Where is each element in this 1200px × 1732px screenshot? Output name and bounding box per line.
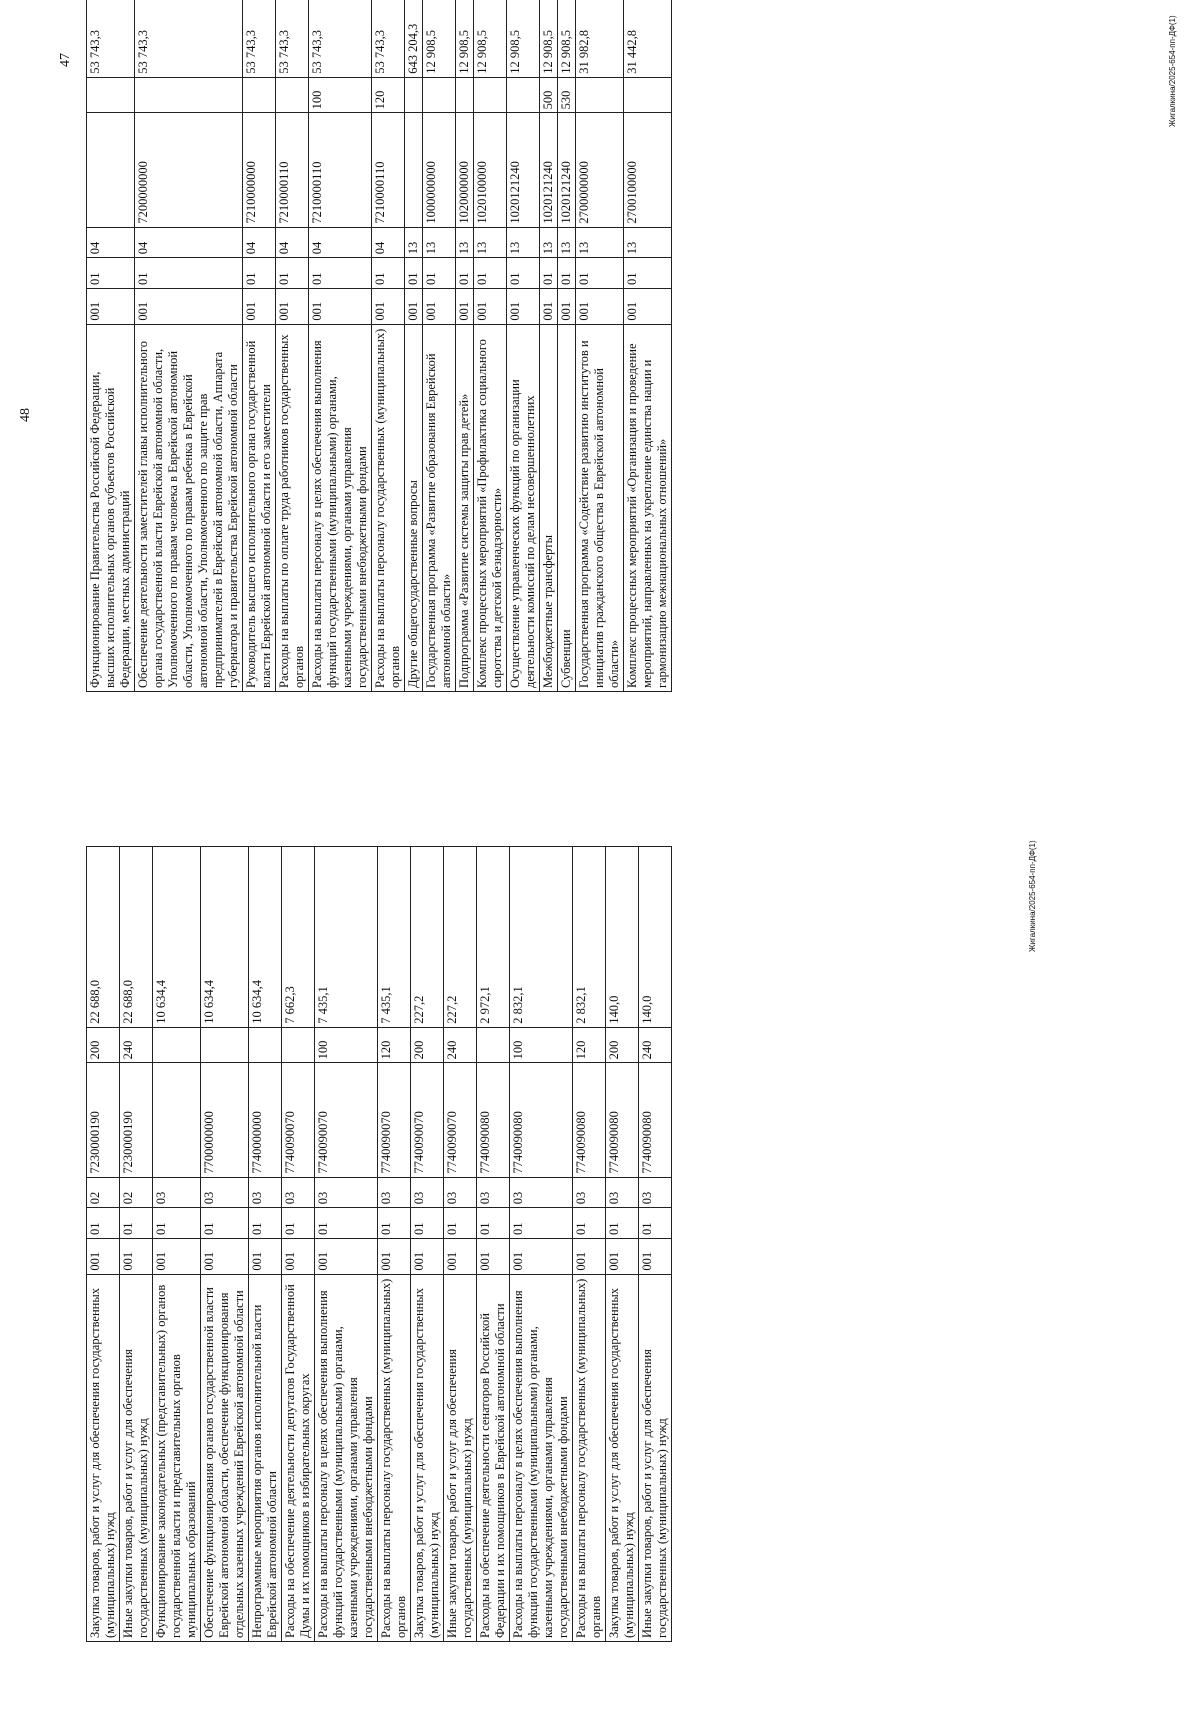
page-number-47: 47 (58, 53, 73, 67)
grbs-code: 001 (507, 288, 540, 324)
amount-value: 227,2 (444, 847, 477, 1028)
amount-value: 12 908,5 (423, 0, 456, 77)
subsection-code: 03 (378, 1177, 411, 1208)
grbs-code: 001 (540, 288, 558, 324)
expense-type-code (282, 1027, 315, 1063)
section-code: 01 (87, 1208, 120, 1239)
row-description: Подпрограмма «Развитие системы защиты прав детей» (456, 324, 474, 691)
subsection-code: 03 (282, 1177, 315, 1208)
row-description: Руководитель высшего исполнительного органа государственной власти Еврейской автономной области и его заместители (243, 324, 276, 691)
section-code: 01 (282, 1208, 315, 1239)
section-code: 01 (456, 258, 474, 289)
section-code: 01 (249, 1208, 282, 1239)
amount-value: 31 982,8 (576, 0, 624, 77)
subsection-code: 13 (540, 227, 558, 258)
amount-value: 140,0 (606, 847, 639, 1028)
section-code: 01 (135, 258, 243, 289)
section-code: 01 (372, 258, 405, 289)
amount-value: 10 634,4 (201, 847, 249, 1028)
target-article-code: 2700100000 (624, 113, 672, 227)
target-article-code: 7740090080 (573, 1063, 606, 1177)
table-row (540, 0, 558, 692)
grbs-code: 001 (510, 1238, 573, 1274)
table-row (423, 0, 456, 692)
subsection-code: 04 (243, 227, 276, 258)
expense-type-code (576, 77, 624, 113)
grbs-code: 001 (249, 1238, 282, 1274)
row-description: Комплекс процессных мероприятий «Профилактика социального сиротства и детской безнадзорности» (474, 324, 507, 691)
subsection-code: 03 (639, 1177, 672, 1208)
section-code: 01 (558, 258, 576, 289)
amount-value: 643 204,3 (405, 0, 423, 77)
grbs-code: 001 (309, 288, 372, 324)
row-description: Межбюджетные трансферты (540, 324, 558, 691)
subsection-code: 04 (87, 227, 135, 258)
row-description: Иные закупки товаров, работ и услуг для обеспечения государственных (муниципальных) нужд (639, 1274, 672, 1641)
amount-value: 22 688,0 (87, 847, 120, 1028)
expense-type-code (405, 77, 423, 113)
table-row (282, 847, 315, 1642)
expense-type-code (474, 77, 507, 113)
page-number-48: 48 (18, 408, 33, 422)
expense-type-code: 240 (444, 1027, 477, 1063)
table-row (201, 847, 249, 1642)
expense-type-code: 120 (378, 1027, 411, 1063)
grbs-code: 001 (639, 1238, 672, 1274)
amount-value: 53 743,3 (135, 0, 243, 77)
row-description: Расходы на выплаты персоналу в целях обеспечения выполнения функций государственными (муниципальными) органами, казенными учреждениями, органами управления государственными внебюджетными фондами (510, 1274, 573, 1641)
amount-value: 53 743,3 (243, 0, 276, 77)
table-row (405, 0, 423, 692)
section-code: 01 (606, 1208, 639, 1239)
amount-value: 53 743,3 (276, 0, 309, 77)
amount-value: 12 908,5 (474, 0, 507, 77)
grbs-code: 001 (315, 1238, 378, 1274)
subsection-code: 04 (372, 227, 405, 258)
table-row (558, 0, 576, 692)
row-description: Обеспечение функционирования органов государственной власти Еврейской автономной области, обеспечение функционирования отдельных казенных учреждений Еврейской автономной области (201, 1274, 249, 1641)
grbs-code: 001 (135, 288, 243, 324)
row-description: Расходы на выплаты персоналу государственных (муниципальных) органов (573, 1274, 606, 1641)
row-description: Расходы на обеспечение деятельности депутатов Государственной Думы и их помощников в избирательных округах (282, 1274, 315, 1641)
subsection-code: 13 (405, 227, 423, 258)
subsection-code: 03 (510, 1177, 573, 1208)
subsection-code: 02 (87, 1177, 120, 1208)
expense-type-code (153, 1027, 201, 1063)
grbs-code: 001 (411, 1238, 444, 1274)
amount-value: 12 908,5 (507, 0, 540, 77)
target-article-code (87, 113, 135, 227)
section-code: 01 (120, 1208, 153, 1239)
row-description: Комплекс процессных мероприятий «Организация и проведение мероприятий, направленных на укрепление единства нации и гармонизацию межнациональных отношений» (624, 324, 672, 691)
target-article-code: 7740090080 (477, 1063, 510, 1177)
amount-value: 10 634,4 (153, 847, 201, 1028)
amount-value: 12 908,5 (558, 0, 576, 77)
target-article-code: 7740090080 (606, 1063, 639, 1177)
subsection-code: 13 (558, 227, 576, 258)
section-code: 01 (576, 258, 624, 289)
subsection-code: 13 (456, 227, 474, 258)
footer-code-page-47: Жигалкина/2025-654-пп-ДФ(1) (1028, 840, 1037, 952)
table-row (87, 847, 120, 1642)
section-code: 01 (507, 258, 540, 289)
subsection-code: 03 (249, 1177, 282, 1208)
target-article-code: 7740090070 (315, 1063, 378, 1177)
subsection-code: 13 (474, 227, 507, 258)
section-code: 01 (243, 258, 276, 289)
subsection-code: 03 (153, 1177, 201, 1208)
table-row (411, 847, 444, 1642)
target-article-code: 7210000000 (243, 113, 276, 227)
grbs-code: 001 (558, 288, 576, 324)
section-code: 01 (540, 258, 558, 289)
row-description: Закупка товаров, работ и услуг для обеспечения государственных (муниципальных) нужд (411, 1274, 444, 1641)
grbs-code: 001 (276, 288, 309, 324)
subsection-code: 03 (477, 1177, 510, 1208)
grbs-code: 001 (576, 288, 624, 324)
section-code: 01 (639, 1208, 672, 1239)
grbs-code: 001 (405, 288, 423, 324)
grbs-code: 001 (423, 288, 456, 324)
expense-type-code: 120 (372, 77, 405, 113)
subsection-code: 04 (309, 227, 372, 258)
row-description: Осуществление управленческих функций по организации деятельности комиссий по делам несовершеннолетних (507, 324, 540, 691)
grbs-code: 001 (477, 1238, 510, 1274)
budget-table-page-47 (86, 846, 672, 1642)
grbs-code: 001 (87, 288, 135, 324)
expense-type-code (249, 1027, 282, 1063)
section-code: 01 (309, 258, 372, 289)
section-code: 01 (315, 1208, 378, 1239)
target-article-code: 7740090070 (444, 1063, 477, 1177)
target-article-code: 7740090070 (378, 1063, 411, 1177)
amount-value: 140,0 (639, 847, 672, 1028)
subsection-code: 03 (315, 1177, 378, 1208)
expense-type-code: 530 (558, 77, 576, 113)
row-description: Расходы на выплаты персоналу государственных (муниципальных) органов (372, 324, 405, 691)
row-description: Субвенции (558, 324, 576, 691)
table-row (624, 0, 672, 692)
grbs-code: 001 (87, 1238, 120, 1274)
footer-code-page-48: Жигалкина/2025-654-пп-ДФ(1) (1168, 15, 1177, 127)
row-description: Расходы на выплаты персоналу государственных (муниципальных) органов (378, 1274, 411, 1641)
table-row (315, 847, 378, 1642)
expense-type-code: 200 (87, 1027, 120, 1063)
section-code: 01 (405, 258, 423, 289)
table-row (372, 0, 405, 692)
section-code: 01 (423, 258, 456, 289)
row-description: Государственная программа «Содействие развитию институтов и инициатив гражданского общества в Еврейской автономной области» (576, 324, 624, 691)
table-row (249, 847, 282, 1642)
target-article-code: 7740090080 (639, 1063, 672, 1177)
grbs-code: 001 (120, 1238, 153, 1274)
amount-value: 7 435,1 (378, 847, 411, 1028)
section-code: 01 (201, 1208, 249, 1239)
table-row (507, 0, 540, 692)
target-article-code: 7740000000 (249, 1063, 282, 1177)
expense-type-code: 240 (120, 1027, 153, 1063)
section-code: 01 (276, 258, 309, 289)
grbs-code: 001 (282, 1238, 315, 1274)
subsection-code: 03 (444, 1177, 477, 1208)
subsection-code: 04 (276, 227, 309, 258)
table-row (477, 847, 510, 1642)
row-description: Функционирование Правительства Российской Федерации, высших исполнительных органов субъектов Российской Федерации, местных администраций (87, 324, 135, 691)
amount-value: 12 908,5 (540, 0, 558, 77)
expense-type-code (243, 77, 276, 113)
expense-type-code (276, 77, 309, 113)
target-article-code: 7230000190 (87, 1063, 120, 1177)
target-article-code: 7740090070 (282, 1063, 315, 1177)
row-description: Закупка товаров, работ и услуг для обеспечения государственных (муниципальных) нужд (606, 1274, 639, 1641)
section-code: 01 (378, 1208, 411, 1239)
expense-type-code: 120 (573, 1027, 606, 1063)
section-code: 01 (477, 1208, 510, 1239)
table-row (120, 847, 153, 1642)
subsection-code: 03 (411, 1177, 444, 1208)
grbs-code: 001 (372, 288, 405, 324)
section-code: 01 (573, 1208, 606, 1239)
row-description: Государственная программа «Развитие образования Еврейской автономной области» (423, 324, 456, 691)
grbs-code: 001 (573, 1238, 606, 1274)
subsection-code: 04 (135, 227, 243, 258)
grbs-code: 001 (456, 288, 474, 324)
table-row (510, 847, 573, 1642)
row-description: Расходы на обеспечение деятельности сенаторов Российской Федерации и их помощников в Еврейской автономной области (477, 1274, 510, 1641)
amount-value: 10 634,4 (249, 847, 282, 1028)
table-row (456, 0, 474, 692)
grbs-code: 001 (378, 1238, 411, 1274)
amount-value: 53 743,3 (309, 0, 372, 77)
expense-type-code: 240 (639, 1027, 672, 1063)
target-article-code: 1020100000 (474, 113, 507, 227)
target-article-code: 2700000000 (576, 113, 624, 227)
subsection-code: 03 (573, 1177, 606, 1208)
subsection-code: 13 (624, 227, 672, 258)
amount-value: 53 743,3 (372, 0, 405, 77)
target-article-code (153, 1063, 201, 1177)
amount-value: 2 832,1 (573, 847, 606, 1028)
table-row (606, 847, 639, 1642)
target-article-code: 7210000110 (372, 113, 405, 227)
grbs-code: 001 (624, 288, 672, 324)
expense-type-code: 100 (315, 1027, 378, 1063)
table-row (153, 847, 201, 1642)
amount-value: 227,2 (411, 847, 444, 1028)
table-row (243, 0, 276, 692)
expense-type-code (624, 77, 672, 113)
budget-table-page-48 (86, 0, 672, 692)
section-code: 01 (87, 258, 135, 289)
table-row (444, 847, 477, 1642)
target-article-code: 1000000000 (423, 113, 456, 227)
section-code: 01 (153, 1208, 201, 1239)
expense-type-code: 200 (606, 1027, 639, 1063)
section-code: 01 (411, 1208, 444, 1239)
target-article-code: 7210000110 (309, 113, 372, 227)
table-row (639, 847, 672, 1642)
subsection-code: 03 (606, 1177, 639, 1208)
table-row (135, 0, 243, 692)
row-description: Расходы на выплаты по оплате труда работников государственных органов (276, 324, 309, 691)
target-article-code: 1020121240 (540, 113, 558, 227)
table-row (309, 0, 372, 692)
amount-value: 2 972,1 (477, 847, 510, 1028)
row-description: Расходы на выплаты персоналу в целях обеспечения выполнения функций государственными (муниципальными) органами, казенными учреждениями, органами управления государственными внебюджетными фондами (315, 1274, 378, 1641)
section-code: 01 (624, 258, 672, 289)
target-article-code: 1020121240 (507, 113, 540, 227)
expense-type-code (87, 77, 135, 113)
table-row (573, 847, 606, 1642)
row-description: Обеспечение деятельности заместителей главы исполнительного органа государственной власти Еврейской автономной области, Уполномоченного по правам человека в Еврейской автономной области, Уполномоченного по правам ребенка в Еврейской автономной области, Уполномоченного по защите прав предпринимателей в Еврейской автономной области, Аппарата губернатора и правительства Еврейской автономной области (135, 324, 243, 691)
target-article-code: 7740090080 (510, 1063, 573, 1177)
amount-value: 31 442,8 (624, 0, 672, 77)
expense-type-code (423, 77, 456, 113)
row-description: Функционирование законодательных (представительных) органов государственной власти и представительных органов муниципальных образований (153, 1274, 201, 1641)
target-article-code: 1020121240 (558, 113, 576, 227)
expense-type-code: 100 (309, 77, 372, 113)
table-row (474, 0, 507, 692)
subsection-code: 13 (507, 227, 540, 258)
amount-value: 2 832,1 (510, 847, 573, 1028)
table-row (576, 0, 624, 692)
section-code: 01 (444, 1208, 477, 1239)
target-article-code: 1020000000 (456, 113, 474, 227)
grbs-code: 001 (474, 288, 507, 324)
amount-value: 53 743,3 (87, 0, 135, 77)
row-description: Непрограммные мероприятия органов исполнительной власти Еврейской автономной области (249, 1274, 282, 1641)
expense-type-code (507, 77, 540, 113)
section-code: 01 (510, 1208, 573, 1239)
expense-type-code (456, 77, 474, 113)
grbs-code: 001 (243, 288, 276, 324)
amount-value: 22 688,0 (120, 847, 153, 1028)
expense-type-code: 100 (510, 1027, 573, 1063)
target-article-code (405, 113, 423, 227)
expense-type-code (201, 1027, 249, 1063)
subsection-code: 02 (120, 1177, 153, 1208)
amount-value: 12 908,5 (456, 0, 474, 77)
target-article-code: 7700000000 (201, 1063, 249, 1177)
expense-type-code (135, 77, 243, 113)
grbs-code: 001 (201, 1238, 249, 1274)
target-article-code: 7200000000 (135, 113, 243, 227)
amount-value: 7 435,1 (315, 847, 378, 1028)
table-row (276, 0, 309, 692)
amount-value: 7 662,3 (282, 847, 315, 1028)
expense-type-code (477, 1027, 510, 1063)
subsection-code: 03 (201, 1177, 249, 1208)
row-description: Другие общегосударственные вопросы (405, 324, 423, 691)
table-row (87, 0, 135, 692)
target-article-code: 7740090070 (411, 1063, 444, 1177)
grbs-code: 001 (606, 1238, 639, 1274)
row-description: Иные закупки товаров, работ и услуг для обеспечения государственных (муниципальных) нужд (444, 1274, 477, 1641)
grbs-code: 001 (444, 1238, 477, 1274)
subsection-code: 13 (423, 227, 456, 258)
row-description: Расходы на выплаты персоналу в целях обеспечения выполнения функций государственными (муниципальными) органами, казенными учреждениями, органами управления государственными внебюджетными фондами (309, 324, 372, 691)
grbs-code: 001 (153, 1238, 201, 1274)
target-article-code: 7230000190 (120, 1063, 153, 1177)
subsection-code: 13 (576, 227, 624, 258)
table-row (378, 847, 411, 1642)
expense-type-code: 200 (411, 1027, 444, 1063)
target-article-code: 7210000110 (276, 113, 309, 227)
expense-type-code: 500 (540, 77, 558, 113)
row-description: Закупка товаров, работ и услуг для обеспечения государственных (муниципальных) нужд (87, 1274, 120, 1641)
row-description: Иные закупки товаров, работ и услуг для обеспечения государственных (муниципальных) нужд (120, 1274, 153, 1641)
section-code: 01 (474, 258, 507, 289)
